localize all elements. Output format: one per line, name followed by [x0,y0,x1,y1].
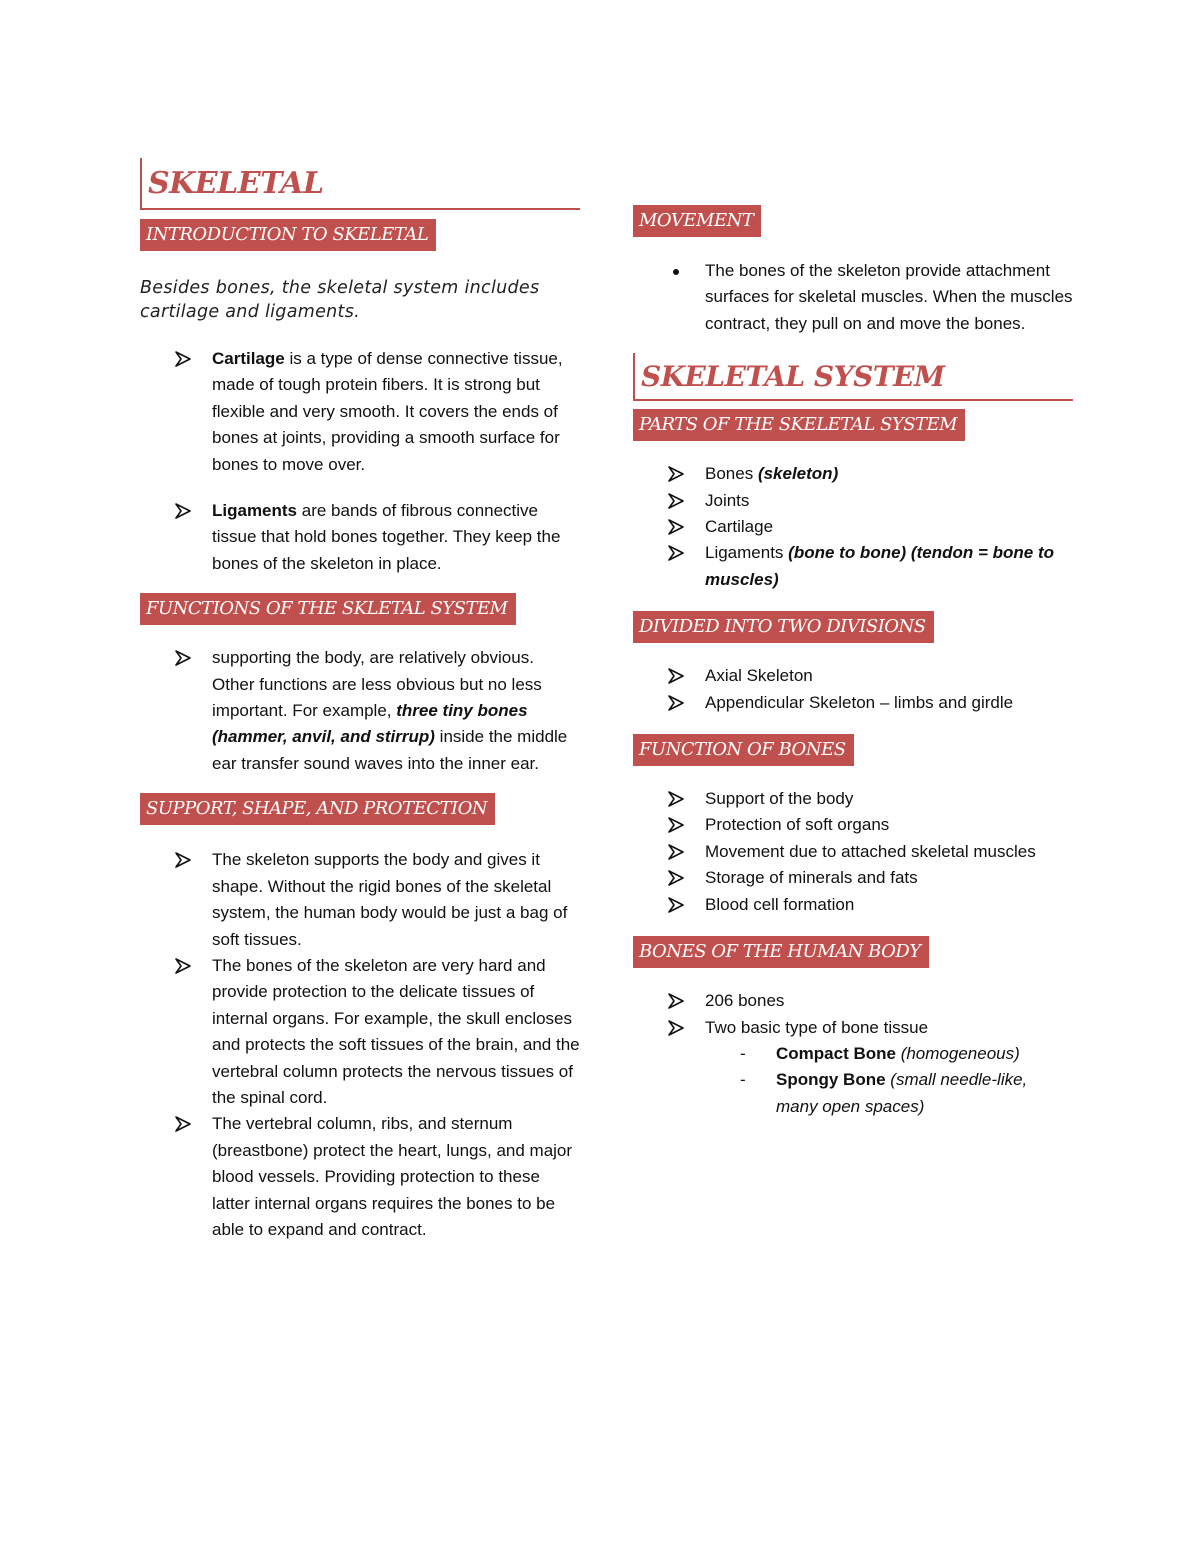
bone-tissue-list [633,1041,1073,1120]
arrow-bullet-icon [667,992,685,1010]
arrow-bullet-icon [174,502,192,520]
bone-count: 206 bones [705,991,785,1011]
page-title: SKELETAL [148,166,324,201]
functions-list [140,645,580,777]
section-heading-divisions: DIVIDED INTO TWO DIVISIONS [633,611,934,643]
list-item [140,645,580,777]
part-bones-note: (skeleton) [757,464,839,484]
functions-emphasis: three tiny bones (hammer, anvil, and stirrup) [212,701,528,747]
part-bones: Bones [705,464,758,484]
functions-text: supporting the body, are relatively obvious. Other functions are less obvious but no less important. For example, [212,648,542,721]
list-item [140,847,580,953]
list-item [633,786,1073,812]
section-heading-movement: MOVEMENT [633,205,761,237]
list-item [633,839,1073,865]
list-item [633,690,1073,716]
list-item [633,865,1073,891]
dash-marker: - [740,1070,746,1090]
arrow-bullet-icon [174,1115,192,1133]
list-item [140,346,580,478]
arrow-bullet-icon [174,851,192,869]
support-text: The bones of the skeleton are very hard and provide protection to the delicate tissues of internal organs. For example, the skull encloses and protects the soft tissues of the brain, and the vertebral column protects the nervous tissues of the spinal cord. [212,955,580,1107]
list-item [633,461,1073,487]
function-text: Support of the body [705,789,854,809]
intro-list [140,346,580,577]
function-text: Protection of soft organs [705,815,890,835]
list-item [633,892,1073,918]
section-heading-function-bones: FUNCTION OF BONES [633,734,854,766]
section-heading-intro: INTRODUCTION TO SKELETAL [140,219,436,251]
definition-cartilage: is a type of dense connective tissue, made of tough protein fibers. It is strong but flexible and very smooth. It covers the ends of bones at joints, providing a smooth surface for bones to move over. [212,349,563,474]
function-text: Storage of minerals and fats [705,868,918,888]
arrow-bullet-icon [174,957,192,975]
list-item [633,812,1073,838]
section-functions [140,593,580,625]
list-item [633,540,1073,593]
part-ligaments: Ligaments [705,543,789,563]
parts-list [633,461,1073,593]
function-bones-list [633,786,1073,918]
arrow-bullet-icon [667,869,685,887]
arrow-bullet-icon [667,843,685,861]
term-ligaments: Ligaments [212,501,298,521]
list-item [140,1111,580,1243]
arrow-bullet-icon [667,790,685,808]
arrow-bullet-icon [667,667,685,685]
support-text: The vertebral column, ribs, and sternum (breastbone) protect the heart, lungs, and major blood vessels. Providing protection to these latter internal organs requires the bones to be able to expand and contract. [212,1114,573,1239]
section-divisions [633,611,1073,643]
system-title-block [633,353,1073,401]
human-body-list [633,988,1073,1041]
part-ligaments-note: (bone to bone) (tendon = bone to muscles) [705,543,1054,589]
section-movement [633,205,1073,237]
list-item [633,514,1073,540]
list-item [140,498,580,577]
division-text: Appendicular Skeleton – limbs and girdle [705,692,1014,712]
support-list [140,847,580,1243]
list-item [633,258,1073,337]
round-bullet-icon [673,269,679,275]
arrow-bullet-icon [667,518,685,536]
arrow-bullet-icon [667,465,685,483]
tissue-spongy: Spongy Bone [776,1070,886,1090]
section-title-system: SKELETAL SYSTEM [641,360,945,394]
division-text: Axial Skeleton [705,666,813,686]
part-cartilage: Cartilage [705,517,774,537]
section-human-body [633,936,1073,968]
arrow-bullet-icon [667,896,685,914]
section-parts [633,409,1073,441]
section-heading-parts: PARTS OF THE SKELETAL SYSTEM [633,409,965,441]
arrow-bullet-icon [667,544,685,562]
list-item [633,488,1073,514]
movement-list [633,258,1073,337]
dash-marker: - [740,1043,746,1063]
section-function-bones [633,734,1073,766]
section-heading-support: SUPPORT, SHAPE, AND PROTECTION [140,793,495,825]
function-text: Movement due to attached skeletal muscles [705,841,1036,861]
arrow-bullet-icon [174,649,192,667]
section-heading-functions: FUNCTIONS OF THE SKLETAL SYSTEM [140,593,516,625]
tissue-spongy-note: (small needle-like, many open spaces) [776,1070,1028,1116]
divisions-list [633,663,1073,716]
bone-types: Two basic type of bone tissue [705,1017,929,1037]
right-column [633,205,1073,1120]
movement-text: The bones of the skeleton provide attachment surfaces for skeletal muscles. When the muscles contract, they pull on and move the bones. [705,261,1073,333]
tissue-compact: Compact Bone [776,1043,896,1063]
function-text: Blood cell formation [705,894,855,914]
list-item [633,1067,1073,1120]
left-column [140,158,580,1243]
list-item [633,1041,1073,1067]
list-item [633,1015,1073,1041]
arrow-bullet-icon [667,816,685,834]
arrow-bullet-icon [667,694,685,712]
list-item [140,953,580,1111]
arrow-bullet-icon [667,492,685,510]
arrow-bullet-icon [174,350,192,368]
section-support [140,793,580,825]
support-text: The skeleton supports the body and gives it shape. Without the rigid bones of the skeletal system, the human body would be just a bag of soft tissues. [212,850,568,949]
functions-text-end: inside the middle ear transfer sound waves into the inner ear. [212,727,568,773]
list-item [633,988,1073,1014]
intro-text: Besides bones, the skeletal system includes cartilage and ligaments. [140,278,540,322]
arrow-bullet-icon [667,1019,685,1037]
title-block [140,158,580,210]
term-cartilage: Cartilage [212,349,285,368]
part-joints: Joints [705,490,750,510]
definition-ligaments: are bands of fibrous connective tissue that hold bones together. They keep the bones of the skeleton in place. [212,501,561,573]
section-heading-human-body: BONES OF THE HUMAN BODY [633,936,929,968]
list-item [633,663,1073,689]
tissue-compact-note: (homogeneous) [895,1043,1020,1063]
section-intro [140,219,580,251]
